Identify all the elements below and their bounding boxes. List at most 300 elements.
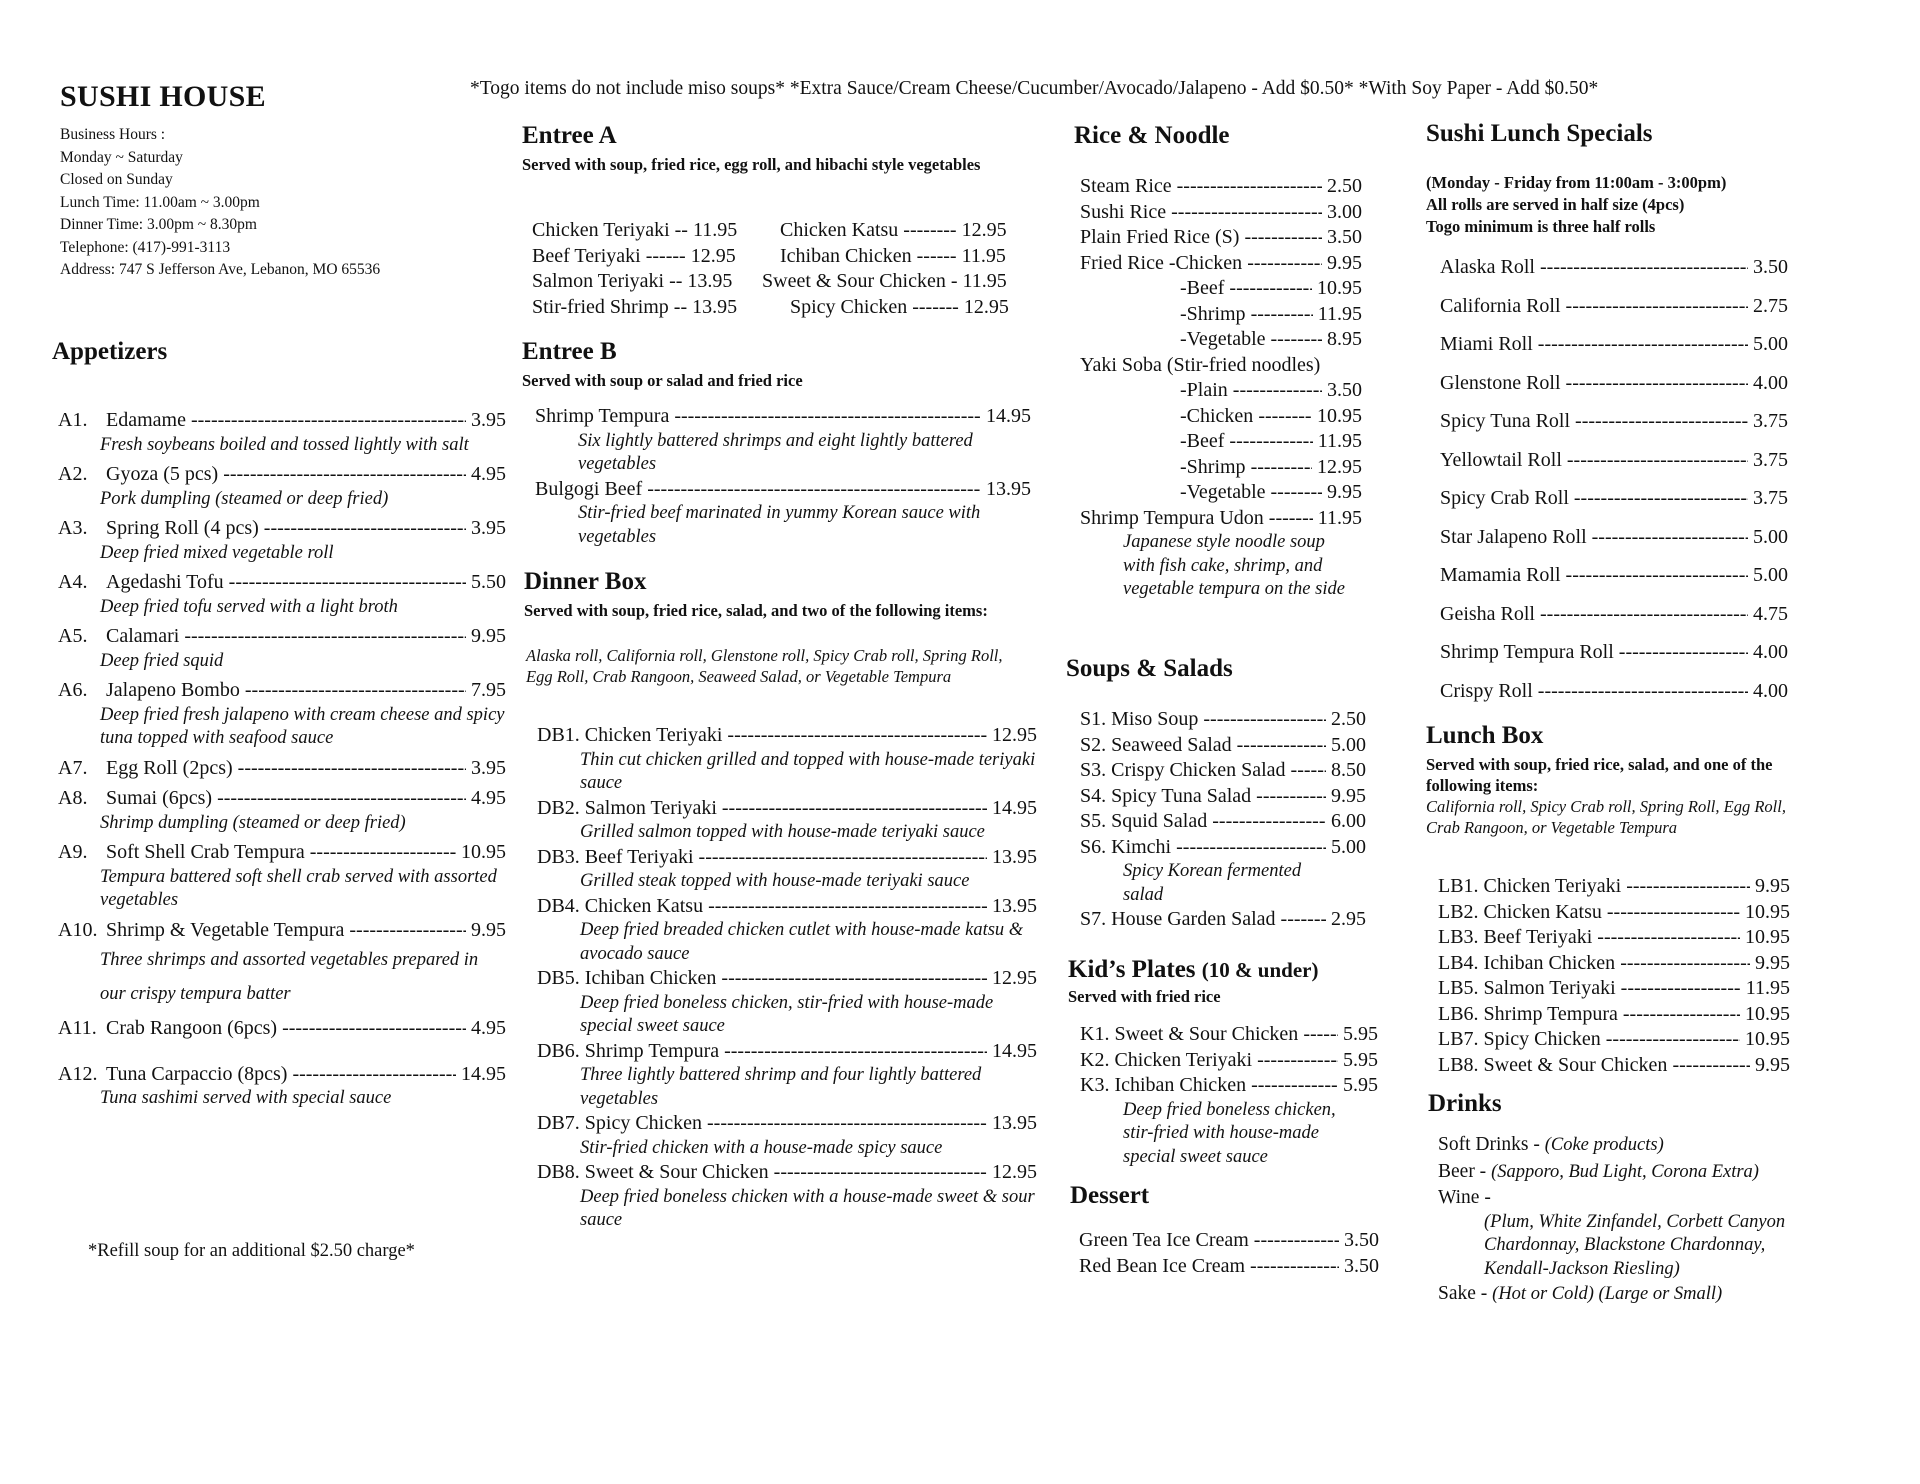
drink-label: Sake - bbox=[1438, 1283, 1488, 1304]
item-name: LB4. Ichiban Chicken bbox=[1438, 951, 1616, 974]
item-price: 2.50 bbox=[1331, 708, 1366, 730]
menu-row bbox=[1440, 441, 1788, 480]
info-line: Dinner Time: 3.00pm ~ 8.30pm bbox=[60, 216, 257, 233]
entree-a-item: Salmon Teriyaki -- 13.95 bbox=[532, 270, 733, 292]
item-price: 13.95 bbox=[992, 845, 1037, 868]
dinner-box-served: Served with soup, fried rice, salad, and two of the following items: bbox=[524, 601, 988, 620]
menu-row bbox=[1080, 327, 1362, 353]
item-price: 5.95 bbox=[1343, 1074, 1378, 1096]
dessert-list bbox=[1079, 1228, 1379, 1279]
list-item bbox=[537, 1111, 1037, 1160]
lunch-note: All rolls are served in half size (4pcs) bbox=[1426, 195, 1685, 214]
item-description: Pork dumpling (steamed or deep fried) bbox=[100, 488, 389, 509]
item-code: A4. bbox=[58, 571, 88, 593]
item-description: Spicy Korean fermented salad bbox=[1123, 861, 1302, 905]
item-name: Mamamia Roll bbox=[1440, 564, 1561, 586]
item-description: Deep fried tofu served with a light broth bbox=[100, 596, 398, 617]
info-line: Closed on Sunday bbox=[60, 171, 173, 188]
list-item bbox=[58, 918, 506, 1012]
item-name: Glenstone Roll bbox=[1440, 371, 1561, 394]
list-item bbox=[58, 570, 506, 619]
menu-row bbox=[1080, 809, 1366, 835]
menu-row bbox=[1080, 276, 1362, 302]
item-price: 13.95 bbox=[986, 477, 1031, 500]
drink-item bbox=[1438, 1159, 1838, 1186]
refill-note: *Refill soup for an additional $2.50 charge* bbox=[88, 1241, 415, 1261]
item-name: DB3. Beef Teriyaki bbox=[537, 845, 694, 868]
item-name: Bulgogi Beef bbox=[535, 477, 643, 500]
item-name: Tuna Carpaccio (8pcs) bbox=[106, 1062, 288, 1085]
item-price: 4.00 bbox=[1753, 641, 1788, 663]
item-name: S4. Spicy Tuna Salad bbox=[1080, 784, 1252, 807]
item-name: Soft Shell Crab Tempura bbox=[106, 841, 305, 863]
item-price: 4.95 bbox=[471, 463, 506, 485]
item-name: Geisha Roll bbox=[1440, 602, 1535, 625]
item-price: 14.95 bbox=[992, 1039, 1037, 1062]
item-price: 3.50 bbox=[1327, 226, 1362, 248]
menu-row bbox=[1440, 325, 1788, 364]
item-price: 11.95 bbox=[1745, 977, 1790, 999]
entree-a-item: Sweet & Sour Chicken - 11.95 bbox=[762, 270, 1007, 292]
item-name: Spring Roll (4 pcs) bbox=[106, 517, 259, 539]
item-name: Alaska Roll bbox=[1440, 256, 1535, 278]
item-code: A1. bbox=[58, 409, 88, 431]
item-description: Three lightly battered shrimp and four lightly battered vegetables bbox=[580, 1065, 982, 1109]
item-name: Miami Roll bbox=[1440, 333, 1533, 355]
item-name: LB1. Chicken Teriyaki bbox=[1438, 875, 1622, 897]
item-price: 4.95 bbox=[471, 787, 506, 809]
item-price: 5.00 bbox=[1753, 564, 1788, 586]
item-price: 9.95 bbox=[1755, 1053, 1790, 1076]
item-code: A12. bbox=[58, 1062, 98, 1085]
info-line: Telephone: (417)-991-3113 bbox=[60, 238, 231, 256]
item-description: Deep fried squid bbox=[100, 650, 224, 671]
menu-row bbox=[1440, 556, 1788, 595]
menu-row bbox=[1080, 784, 1366, 810]
item-name: -Beef bbox=[1180, 430, 1225, 452]
item-name: -Vegetable bbox=[1180, 328, 1266, 350]
list-item bbox=[58, 1016, 506, 1042]
list-item bbox=[58, 516, 506, 565]
item-name: Edamame bbox=[106, 409, 186, 431]
entree-a-item: Chicken Teriyaki -- 11.95 bbox=[532, 219, 738, 241]
item-price: 3.95 bbox=[471, 756, 506, 779]
kids-plates-heading bbox=[1068, 956, 1318, 984]
item-name: Shrimp Tempura Roll bbox=[1440, 641, 1614, 663]
item-description: Deep fried boneless chicken with a house-made sweet & sour sauce bbox=[580, 1186, 1035, 1230]
lunch-rolls-list bbox=[1440, 248, 1788, 710]
list-item bbox=[58, 462, 506, 511]
item-name: DB4. Chicken Katsu bbox=[537, 894, 704, 917]
rice-noodle-list bbox=[1080, 174, 1362, 602]
kids-plates-served: Served with fried rice bbox=[1068, 987, 1221, 1006]
item-price: 8.95 bbox=[1327, 328, 1362, 350]
item-price: 4.00 bbox=[1753, 371, 1788, 394]
item-price: 12.95 bbox=[992, 724, 1037, 746]
rice-noodle-heading: Rice & Noodle bbox=[1074, 122, 1230, 149]
lunch-box-heading: Lunch Box bbox=[1426, 722, 1544, 749]
item-price: 10.95 bbox=[1317, 404, 1362, 427]
item-price: 10.95 bbox=[1745, 926, 1790, 948]
entree-a-item: Ichiban Chicken ------ 11.95 bbox=[780, 244, 1006, 267]
menu-row bbox=[1080, 1073, 1378, 1099]
item-price: 13.95 bbox=[992, 1112, 1037, 1134]
item-price: 5.95 bbox=[1343, 1023, 1378, 1045]
item-price: 3.50 bbox=[1327, 379, 1362, 401]
item-code: A10. bbox=[58, 918, 98, 941]
item-price: 11.95 bbox=[1317, 302, 1362, 325]
list-item bbox=[58, 786, 506, 835]
item-name: Green Tea Ice Cream bbox=[1079, 1229, 1249, 1251]
wine-detail: (Plum, White Zinfandel, Corbett Canyon Chardonnay, Blackstone Chardonnay, Kendall-Jackson Riesling) bbox=[1484, 1211, 1786, 1279]
menu-row bbox=[1440, 633, 1788, 672]
menu-row bbox=[1438, 1002, 1790, 1028]
item-description: Six lightly battered shrimps and eight lightly battered vegetables bbox=[578, 430, 973, 474]
item-description: Deep fried boneless chicken, stir-fried with house-made special sweet sauce bbox=[580, 992, 994, 1036]
item-code: A3. bbox=[58, 517, 88, 539]
item-price: 10.95 bbox=[1317, 277, 1362, 299]
menu-row bbox=[1079, 1254, 1379, 1280]
item-price: 3.75 bbox=[1753, 487, 1788, 509]
lunch-box-served: Served with soup, fried rice, salad, and one of the following items: bbox=[1426, 755, 1773, 795]
item-price: 3.95 bbox=[471, 517, 506, 539]
item-description: Stir-fried beef marinated in yummy Korean sauce with vegetables bbox=[578, 503, 981, 547]
list-item bbox=[537, 894, 1037, 967]
drink-detail: (Sapporo, Bud Light, Corona Extra) bbox=[1491, 1161, 1759, 1182]
entree-a-item: Spicy Chicken ------- 12.95 bbox=[790, 295, 1009, 318]
menu-row bbox=[1440, 479, 1788, 518]
menu-row bbox=[1440, 595, 1788, 634]
item-name: Agedashi Tofu bbox=[106, 571, 224, 593]
item-price: 14.95 bbox=[986, 405, 1031, 427]
menu-row bbox=[1080, 353, 1362, 379]
item-name: -Shrimp bbox=[1180, 302, 1246, 325]
list-item bbox=[537, 845, 1037, 894]
menu-row bbox=[1080, 378, 1362, 404]
lunch-specials-heading: Sushi Lunch Specials bbox=[1426, 120, 1653, 147]
menu-row bbox=[1440, 364, 1788, 403]
lunch-box-list bbox=[1438, 874, 1790, 1078]
item-name: -Vegetable bbox=[1180, 481, 1266, 503]
item-name: DB2. Salmon Teriyaki bbox=[537, 796, 717, 819]
kids-plates-title: Kid’s Plates bbox=[1068, 956, 1196, 983]
item-description: Deep fried mixed vegetable roll bbox=[100, 542, 334, 563]
item-name: Fried Rice -Chicken bbox=[1080, 251, 1243, 274]
lunch-note: (Monday - Friday from 11:00am - 3:00pm) bbox=[1426, 173, 1727, 192]
entree-a-item: Chicken Katsu -------- 12.95 bbox=[780, 219, 1007, 241]
list-item bbox=[535, 404, 1031, 477]
item-price: 8.50 bbox=[1331, 759, 1366, 781]
item-price: 6.00 bbox=[1331, 810, 1366, 832]
list-item bbox=[58, 678, 506, 751]
soups-salads-list bbox=[1080, 707, 1366, 933]
item-price: 9.95 bbox=[471, 625, 506, 647]
menu-row bbox=[1438, 1027, 1790, 1053]
item-description: Stir-fried chicken with a house-made spicy sauce bbox=[580, 1137, 943, 1158]
item-name: -Plain bbox=[1180, 379, 1228, 401]
item-name: Sushi Rice bbox=[1080, 200, 1167, 223]
item-name: LB8. Sweet & Sour Chicken bbox=[1438, 1053, 1668, 1076]
list-item bbox=[537, 1039, 1037, 1112]
kids-plates-age: (10 & under) bbox=[1201, 958, 1319, 982]
item-code: A6. bbox=[58, 679, 88, 701]
menu-row bbox=[1080, 251, 1362, 277]
item-price: 9.95 bbox=[1327, 251, 1362, 274]
entree-a-heading: Entree A bbox=[522, 122, 617, 149]
item-name: Yaki Soba (Stir-fried noodles) bbox=[1080, 353, 1321, 376]
item-price: 9.95 bbox=[1327, 481, 1362, 503]
item-price: 9.95 bbox=[1331, 784, 1366, 807]
entree-a-served: Served with soup, fried rice, egg roll, and hibachi style vegetables bbox=[522, 155, 981, 174]
item-name: S1. Miso Soup bbox=[1080, 708, 1199, 730]
item-price: 12.95 bbox=[1317, 455, 1362, 478]
menu-row bbox=[1080, 174, 1362, 200]
menu-row bbox=[1438, 874, 1790, 900]
item-code: A11. bbox=[58, 1017, 97, 1039]
item-price: 14.95 bbox=[461, 1062, 506, 1085]
item-name: S5. Squid Salad bbox=[1080, 810, 1208, 832]
item-price: 10.95 bbox=[1745, 1028, 1790, 1050]
drink-detail: (Coke products) bbox=[1544, 1135, 1664, 1155]
item-price: 12.95 bbox=[992, 967, 1037, 989]
item-price: 9.95 bbox=[1755, 875, 1790, 897]
item-name: Plain Fried Rice (S) bbox=[1080, 226, 1240, 248]
item-price: 11.95 bbox=[1317, 430, 1362, 452]
menu-row bbox=[1080, 429, 1362, 455]
item-name: LB3. Beef Teriyaki bbox=[1438, 926, 1593, 948]
item-price: 3.50 bbox=[1753, 256, 1788, 278]
item-price: 5.00 bbox=[1753, 525, 1788, 548]
item-name: -Beef bbox=[1180, 277, 1225, 299]
item-code: A2. bbox=[58, 463, 88, 485]
item-price: 5.00 bbox=[1753, 333, 1788, 355]
item-name: -Chicken bbox=[1180, 404, 1254, 427]
item-name: Calamari bbox=[106, 625, 180, 647]
item-description: Deep fried boneless chicken, stir-fried with house-made special sweet sauce bbox=[1123, 1099, 1336, 1167]
menu-row bbox=[1080, 404, 1362, 430]
drink-label: Wine - bbox=[1438, 1187, 1491, 1208]
item-name: Gyoza (5 pcs) bbox=[106, 463, 219, 485]
menu-row bbox=[1438, 976, 1790, 1002]
item-name: Crab Rangoon (6pcs) bbox=[106, 1017, 278, 1039]
item-price: 2.50 bbox=[1327, 175, 1362, 197]
item-price: 3.50 bbox=[1344, 1254, 1379, 1277]
business-info bbox=[60, 124, 380, 282]
menu-row bbox=[1080, 1048, 1378, 1074]
drink-detail: (Hot or Cold) (Large or Small) bbox=[1492, 1284, 1723, 1304]
appetizers-list bbox=[58, 408, 506, 1116]
item-price: 10.95 bbox=[461, 841, 506, 863]
item-description: Deep fried breaded chicken cutlet with house-made katsu & avocado sauce bbox=[580, 920, 1024, 964]
menu-row bbox=[1438, 951, 1790, 977]
menu-row bbox=[1440, 248, 1788, 287]
item-name: DB6. Shrimp Tempura bbox=[537, 1039, 720, 1062]
item-name: DB8. Sweet & Sour Chicken bbox=[537, 1161, 769, 1183]
item-price: 3.00 bbox=[1327, 200, 1362, 223]
item-name: Jalapeno Bombo bbox=[106, 679, 240, 701]
item-name: Shrimp & Vegetable Tempura bbox=[106, 918, 345, 941]
drink-item bbox=[1438, 1281, 1838, 1308]
item-price: 9.95 bbox=[471, 918, 506, 941]
dinner-box-options: Alaska roll, California roll, Glenstone roll, Spicy Crab roll, Spring Roll, Egg Roll, Crab Rangoon, Seaweed Salad, or Vegetable Tempura bbox=[526, 646, 1003, 686]
item-description: Japanese style noodle soup with fish cake, shrimp, and vegetable tempura on the side bbox=[1123, 532, 1345, 599]
dessert-heading: Dessert bbox=[1070, 1182, 1150, 1209]
menu-row bbox=[1080, 1022, 1378, 1048]
address-line: Address: 747 S Jefferson Ave, Lebanon, MO 65536 bbox=[60, 261, 381, 278]
entree-a-item: Stir-fried Shrimp -- 13.95 bbox=[532, 295, 738, 318]
item-description: Fresh soybeans boiled and tossed lightly with salt bbox=[100, 434, 469, 455]
item-price: 4.00 bbox=[1753, 679, 1788, 702]
drink-item bbox=[1438, 1132, 1838, 1159]
item-price: 10.95 bbox=[1745, 1002, 1790, 1025]
item-name: LB2. Chicken Katsu bbox=[1438, 900, 1602, 923]
menu-row bbox=[1440, 518, 1788, 557]
menu-row bbox=[1080, 506, 1362, 532]
appetizers-heading: Appetizers bbox=[52, 338, 168, 365]
menu-row bbox=[1080, 707, 1366, 733]
drink-item bbox=[1438, 1185, 1838, 1211]
item-price: 14.95 bbox=[992, 796, 1037, 819]
item-name: Egg Roll (2pcs) bbox=[106, 756, 233, 779]
item-name: K1. Sweet & Sour Chicken bbox=[1080, 1023, 1299, 1045]
item-name: Sumai (6pcs) bbox=[106, 787, 213, 809]
item-price: 7.95 bbox=[471, 679, 506, 701]
item-price: 3.50 bbox=[1344, 1229, 1379, 1251]
soups-salads-heading: Soups & Salads bbox=[1066, 655, 1233, 682]
menu-row bbox=[1080, 733, 1366, 759]
menu-row bbox=[1080, 225, 1362, 251]
drinks-list bbox=[1438, 1132, 1838, 1308]
kids-plates-list bbox=[1080, 1022, 1378, 1169]
drink-label: Beer - bbox=[1438, 1160, 1487, 1182]
item-code: A9. bbox=[58, 841, 88, 863]
lunch-box-options: California roll, Spicy Crab roll, Spring Roll, Egg Roll, Crab Rangoon, or Vegetable Tempura bbox=[1426, 797, 1786, 837]
item-price: 5.95 bbox=[1343, 1048, 1378, 1071]
item-code: A5. bbox=[58, 625, 88, 647]
item-code: A7. bbox=[58, 756, 88, 779]
item-description: Grilled steak topped with house-made teriyaki sauce bbox=[580, 871, 970, 891]
item-name: S7. House Garden Salad bbox=[1080, 908, 1276, 930]
item-name: S2. Seaweed Salad bbox=[1080, 733, 1232, 756]
entree-a-grid bbox=[532, 218, 1042, 322]
item-description: Thin cut chicken grilled and topped with house-made teriyaki sauce bbox=[580, 749, 1036, 793]
list-item bbox=[58, 1062, 506, 1111]
item-price: 2.95 bbox=[1331, 908, 1366, 930]
item-description: Three shrimps and assorted vegetables prepared in our crispy tempura batter bbox=[100, 950, 479, 1004]
item-price: 3.75 bbox=[1753, 448, 1788, 471]
dinner-box-list bbox=[537, 723, 1037, 1233]
item-description: Shrimp dumpling (steamed or deep fried) bbox=[100, 812, 406, 833]
item-description: Deep fried fresh jalapeno with cream cheese and spicy tuna topped with seafood sauce bbox=[100, 704, 505, 748]
lunch-note: Togo minimum is three half rolls bbox=[1426, 217, 1656, 236]
item-name: Spicy Tuna Roll bbox=[1440, 410, 1571, 432]
drink-label: Soft Drinks - bbox=[1438, 1134, 1540, 1155]
togo-notice: *Togo items do not include miso soups* *Extra Sauce/Cream Cheese/Cucumber/Avocado/Jalapeno - Add $0.50* *With Soy Paper - Add $0.50* bbox=[470, 78, 1599, 99]
item-name: Star Jalapeno Roll bbox=[1440, 525, 1587, 548]
info-line: Lunch Time: 11.00am ~ 3.00pm bbox=[60, 193, 260, 211]
list-item bbox=[537, 966, 1037, 1039]
list-item bbox=[537, 723, 1037, 796]
item-price: 12.95 bbox=[992, 1161, 1037, 1183]
list-item bbox=[58, 756, 506, 782]
item-name: Spicy Crab Roll bbox=[1440, 487, 1569, 509]
restaurant-name: SUSHI HOUSE bbox=[60, 80, 266, 113]
item-price: 5.00 bbox=[1331, 733, 1366, 756]
menu-row bbox=[1440, 672, 1788, 711]
item-price: 11.95 bbox=[1317, 506, 1362, 529]
item-price: 2.75 bbox=[1753, 294, 1788, 317]
item-description: Tuna sashimi served with special sauce bbox=[100, 1088, 392, 1108]
item-name: DB5. Ichiban Chicken bbox=[537, 967, 717, 989]
menu-row bbox=[1080, 302, 1362, 328]
item-price: 5.00 bbox=[1331, 835, 1366, 858]
menu-row bbox=[1438, 1053, 1790, 1079]
item-code: A8. bbox=[58, 787, 88, 809]
menu-row bbox=[1080, 758, 1366, 784]
item-name: S3. Crispy Chicken Salad bbox=[1080, 759, 1286, 781]
drinks-heading: Drinks bbox=[1428, 1090, 1502, 1117]
info-line: Monday ~ Saturday bbox=[60, 148, 183, 166]
menu-row bbox=[1080, 480, 1362, 506]
entree-a-item: Beef Teriyaki ------ 12.95 bbox=[532, 244, 736, 267]
item-description: Tempura battered soft shell crab served with assorted vegetables bbox=[100, 866, 497, 910]
list-item bbox=[535, 477, 1031, 550]
menu-row bbox=[1080, 455, 1362, 481]
item-name: Steam Rice bbox=[1080, 175, 1172, 197]
item-name: LB7. Spicy Chicken bbox=[1438, 1028, 1601, 1050]
menu-row bbox=[1438, 925, 1790, 951]
lunch-specials-notes bbox=[1426, 172, 1726, 238]
item-name: LB5. Salmon Teriyaki bbox=[1438, 977, 1616, 999]
item-name: K2. Chicken Teriyaki bbox=[1080, 1048, 1253, 1071]
list-item bbox=[537, 1160, 1037, 1233]
dinner-box-heading: Dinner Box bbox=[524, 568, 647, 595]
item-name: Yellowtail Roll bbox=[1440, 448, 1562, 471]
menu-row bbox=[1079, 1228, 1379, 1254]
list-item bbox=[58, 624, 506, 673]
item-name: Crispy Roll bbox=[1440, 679, 1533, 702]
item-name: Shrimp Tempura Udon bbox=[1080, 506, 1264, 529]
menu-row bbox=[1080, 200, 1362, 226]
info-line: Business Hours : bbox=[60, 126, 166, 143]
item-price: 3.75 bbox=[1753, 410, 1788, 432]
entree-b-list bbox=[535, 404, 1031, 549]
menu-row bbox=[1080, 907, 1366, 933]
menu-row bbox=[1438, 900, 1790, 926]
entree-b-heading: Entree B bbox=[522, 338, 617, 365]
item-price: 5.50 bbox=[471, 571, 506, 593]
item-name: DB1. Chicken Teriyaki bbox=[537, 724, 723, 746]
list-item bbox=[58, 840, 506, 913]
menu-row bbox=[1080, 835, 1366, 861]
item-price: 4.95 bbox=[471, 1017, 506, 1039]
item-price: 10.95 bbox=[1745, 900, 1790, 923]
item-price: 3.95 bbox=[471, 409, 506, 431]
item-price: 4.75 bbox=[1753, 602, 1788, 625]
item-name: K3. Ichiban Chicken bbox=[1080, 1074, 1247, 1096]
list-item bbox=[58, 408, 506, 457]
item-description: Grilled salmon topped with house-made teriyaki sauce bbox=[580, 822, 985, 842]
item-price: 13.95 bbox=[992, 894, 1037, 917]
item-name: California Roll bbox=[1440, 294, 1561, 317]
list-item bbox=[537, 796, 1037, 845]
item-price: 9.95 bbox=[1755, 951, 1790, 974]
item-name: LB6. Shrimp Tempura bbox=[1438, 1002, 1618, 1025]
item-name: Red Bean Ice Cream bbox=[1079, 1254, 1246, 1277]
entree-b-served: Served with soup or salad and fried rice bbox=[522, 371, 803, 390]
menu-row bbox=[1440, 287, 1788, 326]
menu-row bbox=[1440, 402, 1788, 441]
